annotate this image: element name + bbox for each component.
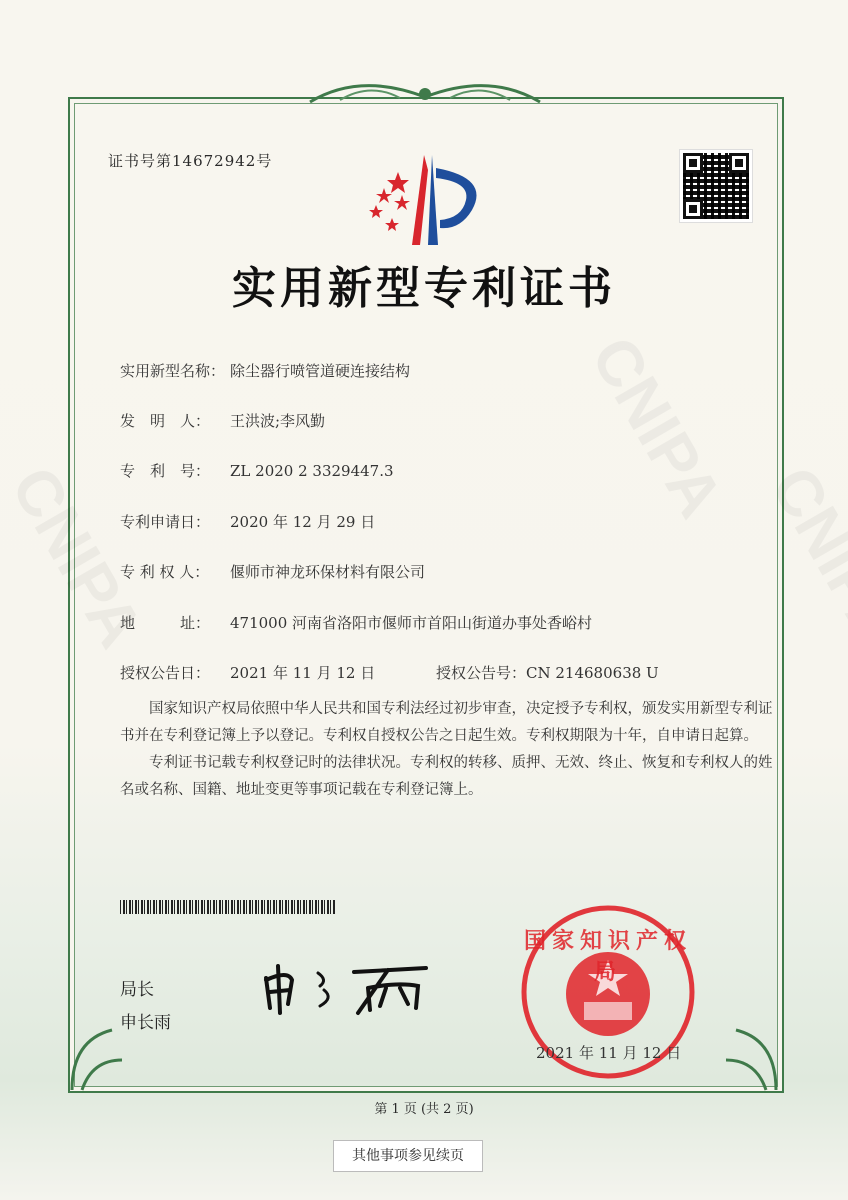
field-application-date: 专利申请日： 2020 年 12 月 29 日: [120, 513, 376, 531]
page-number: 第 1 页 (共 2 页): [374, 1102, 474, 1117]
cnipa-logo-icon: [362, 150, 492, 250]
field-patentee: 专 利 权 人： 偃师市神龙环保材料有限公司: [120, 563, 426, 581]
field-patent-number: 专 利 号： ZL 2020 2 3329447.3: [120, 462, 394, 480]
seal-date: 2021 年 11 月 12 日: [536, 1044, 682, 1062]
field-utility-model-name: 实用新型名称： 除尘器行喷管道硬连接结构: [120, 362, 411, 380]
ornament-icon: [300, 72, 550, 112]
signatory-name: 申长雨: [120, 1013, 171, 1033]
corner-ornament-icon: [706, 1010, 786, 1100]
certificate-number: 证书号第14672942号: [108, 152, 273, 170]
barcode-icon: [120, 900, 335, 914]
corner-ornament-icon: [62, 1010, 142, 1100]
seal-text: 国家知识产权局: [523, 928, 692, 985]
field-inventors: 发 明 人： 王洪波;李风勤: [120, 412, 326, 430]
field-grant-date: 授权公告日： 2021 年 11 月 12 日: [120, 664, 376, 682]
qr-code-icon: [680, 150, 752, 222]
certificate-body-text: 国家知识产权局依照中华人民共和国专利法经过初步审查，决定授予专利权，颁发实用新型专利证书并在专利登记簿上予以登记。专利权自授权公告之日起生效。专利权期限为十年，自申请日起算。 专利证书记载专利权登记时的法律状况。专利权的转移、质押、无效、终止、恢复和专利权人的姓名或名称、国籍、地址变更等事项记载在专利登记簿上。: [120, 701, 773, 798]
field-address: 地 址： 471000 河南省洛阳市偃师市首阳山街道办事处香峪村: [120, 614, 593, 632]
signatory-title: 局长: [120, 980, 154, 1000]
signature-icon: [258, 958, 438, 1018]
footer-note: 其他事项参见续页: [333, 1140, 483, 1172]
field-announcement-number: 授权公告号：CN 214680638 U: [436, 664, 659, 682]
page-title: 实用新型专利证书: [232, 263, 616, 314]
